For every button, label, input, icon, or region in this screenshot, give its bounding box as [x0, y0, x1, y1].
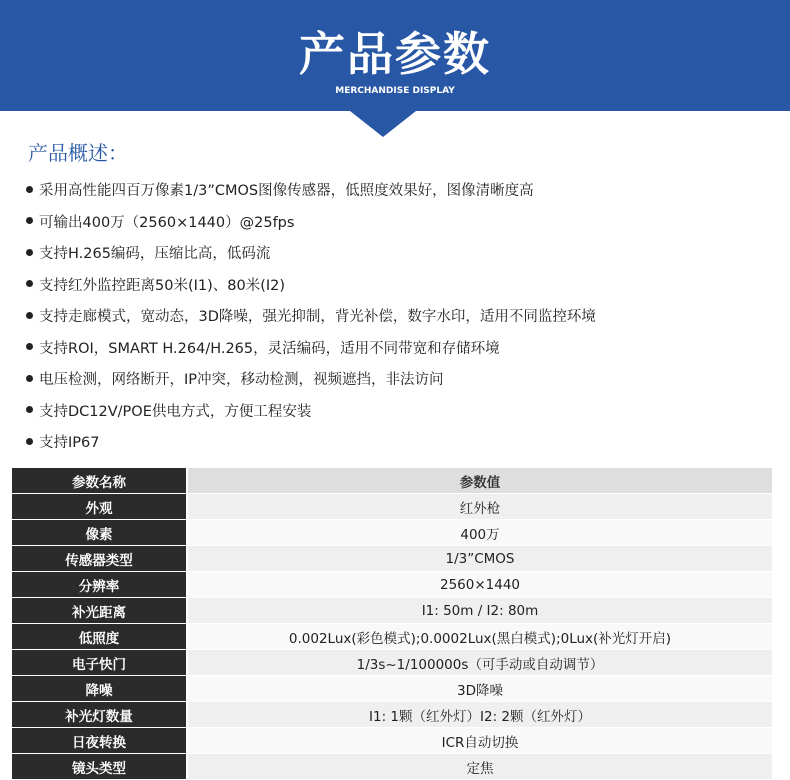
spec-value: 定焦 — [187, 754, 772, 780]
feature-item — [26, 365, 596, 397]
spec-value: 红外枪 — [187, 494, 772, 520]
spec-row — [12, 624, 772, 650]
feature-text: 支持DC12V/POE供电方式，方便工程安装 — [39, 403, 312, 420]
spec-row — [12, 546, 772, 572]
feature-text: 支持红外监控距离50米(I1)、80米(I2) — [39, 277, 286, 294]
spec-value: 2560×1440 — [187, 572, 772, 598]
feature-text: 支持IP67 — [39, 435, 100, 451]
spec-name: 低照度 — [12, 624, 187, 650]
spec-name: 分辨率 — [12, 572, 187, 598]
feature-item — [26, 239, 596, 271]
bullet-icon — [26, 343, 33, 350]
spec-value: I1: 50m / I2: 80m — [187, 598, 772, 624]
bullet-icon — [26, 280, 33, 287]
spec-row — [12, 520, 772, 546]
overview-title: 产品概述： — [28, 141, 128, 165]
feature-text: 支持H.265编码，压缩比高，低码流 — [39, 246, 271, 262]
bullet-icon — [26, 438, 33, 445]
header-banner — [0, 0, 790, 111]
spec-value: 3D降噪 — [187, 676, 772, 702]
feature-item — [26, 397, 596, 429]
spec-row — [12, 650, 772, 676]
spec-row — [12, 572, 772, 598]
feature-text: 支持ROI，SMART H.264/H.265，灵活编码，适用不同带宽和存储环境 — [39, 340, 500, 357]
feature-list — [26, 176, 596, 460]
spec-header-value: 参数值 — [187, 468, 772, 494]
spec-row — [12, 702, 772, 728]
spec-name: 像素 — [12, 520, 187, 546]
spec-value: 1/3”CMOS — [187, 546, 772, 572]
spec-name: 传感器类型 — [12, 546, 187, 572]
header-title: 产品参数 — [299, 27, 491, 81]
header-subtitle: MERCHANDISE DISPLAY — [335, 86, 455, 96]
spec-header-row — [12, 468, 772, 494]
spec-header-name: 参数名称 — [12, 468, 187, 494]
feature-item — [26, 271, 596, 303]
bullet-icon — [26, 217, 33, 224]
spec-value: 0.002Lux(彩色模式);0.0002Lux(黑白模式);0Lux(补光灯开启) — [187, 624, 772, 650]
spec-name: 外观 — [12, 494, 187, 520]
bullet-icon — [26, 186, 33, 193]
spec-row — [12, 598, 772, 624]
spec-name: 电子快门 — [12, 650, 187, 676]
feature-item — [26, 176, 596, 208]
feature-item — [26, 428, 596, 460]
bullet-icon — [26, 312, 33, 319]
bullet-icon — [26, 249, 33, 256]
spec-value: ICR自动切换 — [187, 728, 772, 754]
banner-notch — [350, 111, 416, 137]
spec-name: 镜头类型 — [12, 754, 187, 780]
feature-item — [26, 334, 596, 366]
feature-text: 支持走廊模式，宽动态，3D降噪，强光抑制，背光补偿，数字水印，适用不同监控环境 — [39, 309, 596, 325]
spec-name: 降噪 — [12, 676, 187, 702]
spec-row — [12, 728, 772, 754]
spec-value: I1: 1颗（红外灯）I2: 2颗（红外灯） — [187, 702, 772, 728]
spec-row — [12, 754, 772, 780]
bullet-icon — [26, 375, 33, 382]
feature-text: 电压检测，网络断开，IP冲突，移动检测，视频遮挡，非法访问 — [39, 372, 444, 388]
spec-row — [12, 494, 772, 520]
spec-name: 日夜转换 — [12, 728, 187, 754]
spec-row — [12, 676, 772, 702]
feature-text: 可输出400万（2560×1440）@25fps — [39, 214, 295, 231]
feature-item — [26, 208, 596, 240]
spec-value: 1/3s~1/100000s（可手动或自动调节） — [187, 650, 772, 676]
feature-text: 采用高性能四百万像素1/3”CMOS图像传感器，低照度效果好，图像清晰度高 — [39, 183, 534, 199]
spec-name: 补光距离 — [12, 598, 187, 624]
feature-item — [26, 302, 596, 334]
spec-table — [12, 468, 772, 780]
spec-name: 补光灯数量 — [12, 702, 187, 728]
bullet-icon — [26, 406, 33, 413]
spec-value: 400万 — [187, 520, 772, 546]
